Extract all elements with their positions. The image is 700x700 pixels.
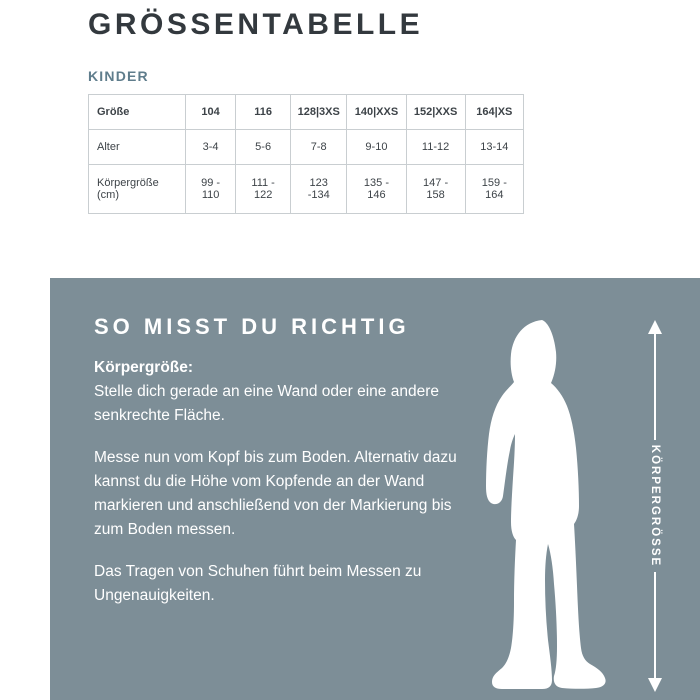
table-row <box>89 165 524 214</box>
instruction-paragraph-1 <box>94 356 464 428</box>
height-measure-label: KÖRPERGRÖSSE <box>649 444 661 568</box>
table-row-header: Größe <box>89 95 186 130</box>
table-cell: 147 - 158 <box>406 165 465 214</box>
page-title: GRÖSSENTABELLE <box>88 8 424 41</box>
panel-title: SO MISST DU RICHTIG <box>94 314 410 339</box>
table-cell: 123 -134 <box>291 165 347 214</box>
table-row-header: Körpergröße (cm) <box>89 165 186 214</box>
table-cell: 7-8 <box>291 130 347 165</box>
height-measure-arrow <box>635 320 675 692</box>
table-cell: 152|XXS <box>406 95 465 130</box>
table-cell: 128|3XS <box>291 95 347 130</box>
table-row <box>89 130 524 165</box>
size-table-section <box>88 68 524 214</box>
instruction-lead: Körpergröße: <box>94 359 194 376</box>
instruction-text-1: Stelle dich gerade an eine Wand oder eine andere senkrechte Fläche. <box>94 383 439 425</box>
size-table <box>88 94 524 214</box>
table-cell: 104 <box>186 95 236 130</box>
table-cell: 5-6 <box>236 130 291 165</box>
table-row-header: Alter <box>89 130 186 165</box>
size-table-category-label: KINDER <box>88 68 149 84</box>
table-cell: 159 - 164 <box>465 165 523 214</box>
table-row <box>89 95 524 130</box>
table-cell: 11-12 <box>406 130 465 165</box>
table-cell: 99 - 110 <box>186 165 236 214</box>
instruction-paragraph-2: Messe nun vom Kopf bis zum Boden. Alternativ dazu kannst du die Höhe vom Kopfende an der Wand markieren und anschließend von der Markierung bis zum Boden messen. <box>94 449 457 539</box>
measurement-instructions-panel <box>50 278 700 700</box>
table-cell: 140|XXS <box>347 95 406 130</box>
child-silhouette-icon <box>480 318 620 690</box>
table-cell: 111 - 122 <box>236 165 291 214</box>
table-cell: 116 <box>236 95 291 130</box>
table-cell: 164|XS <box>465 95 523 130</box>
instruction-paragraph-3: Das Tragen von Schuhen führt beim Messen zu Ungenauigkeiten. <box>94 563 422 605</box>
panel-body <box>94 356 464 626</box>
table-cell: 13-14 <box>465 130 523 165</box>
table-cell: 3-4 <box>186 130 236 165</box>
table-cell: 9-10 <box>347 130 406 165</box>
table-cell: 135 - 146 <box>347 165 406 214</box>
